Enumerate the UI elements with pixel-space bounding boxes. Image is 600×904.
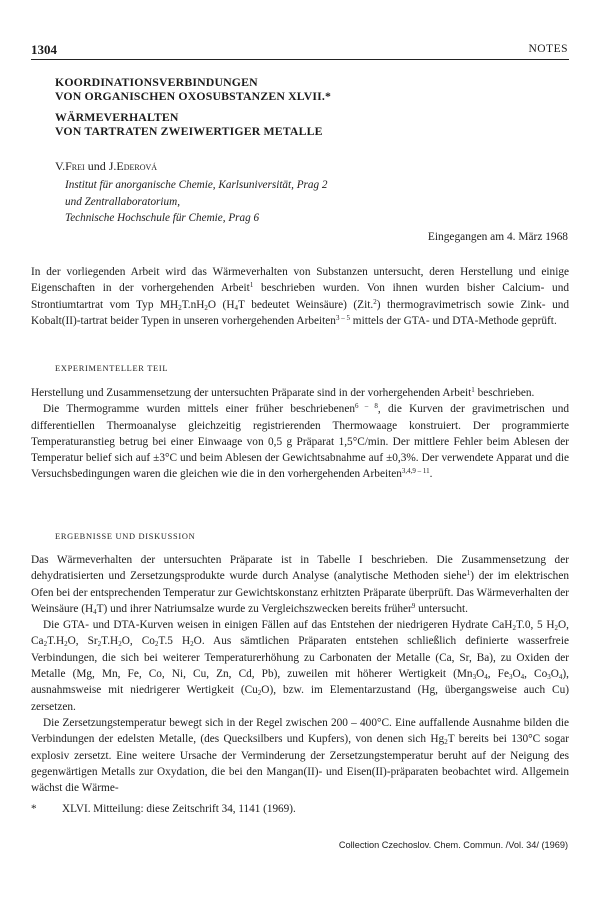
paragraph: Das Wärmeverhalten der untersuchten Präparate ist in Tabelle I beschrieben. Die Zusammensetzung der dehydratisierten und Zersetzungsprodukte wurde durch Analyse (analytische Methoden siehe$^1$) der im elektrischen Ofen bei der entsprechenden Temperatur zur Gewichtskonstanz erhitzten Präparate überprüft. Das Wärmeverhalten der Weinsäure $(H_4T)$ und ihrer Natriumsalze wurde zu Vergleichszwecken bereits früher$^9$ untersucht.: [31, 554, 569, 616]
author-1-surname: Frei: [65, 159, 85, 173]
journal-footer: Collection Czechoslov. Chem. Commun. /Vol. 34/ (1969): [338, 840, 568, 850]
institution-line-2: und Zentrallaboratorium,: [65, 195, 180, 208]
institution-line-3: Technische Hochschule für Chemie, Prag 6: [65, 212, 260, 224]
reference: 3,4,9 – 11: [401, 467, 430, 476]
footnote-text: XLVI. Mitteilung: diese Zeitschrift 34, 1141 (1969).: [62, 803, 296, 815]
author-2-initial: J.: [108, 159, 117, 173]
reference: 1: [466, 569, 471, 578]
footnote-marker: *: [31, 803, 37, 815]
results-section: [31, 552, 569, 796]
title-line-3: WÄRMEVERHALTEN: [55, 110, 179, 124]
author-separator: und: [84, 159, 109, 173]
page-number: 1304: [31, 42, 57, 57]
institution: [65, 177, 328, 227]
reference: 1: [471, 386, 475, 394]
experimental-section: [31, 385, 569, 483]
section-heading-results: ERGEBNISSE UND DISKUSSION: [55, 532, 196, 541]
author-1-initial: V.: [55, 159, 66, 173]
paragraph: Die GTA- und DTA-Kurven weisen in einigen Fällen auf das Entstehen der niedrigeren Hydrate CaH$_2$T.0, 5 $H_2O$, $Ca_2T.H_2O$, $Sr_2T.H_2O$, $Co_2T.5$ $H_2O$. Aus sämtlichen Präparaten entstehen schließlich definierte wasserfreie Verbindungen, die sich bei weiterer Temperaturerhöhung zu Carbonaten der Metalle (Ca, Sr, Ba), zu Oxiden der Metalle (Mg, Mn, Fe, Co, Ni, Cu, Zn, Cd, Pb), zuweilen mit höherer Wertigkeit ($Mn_3O_4$, $Fe_3O_4$, $Co_3O_4$), ausnahmsweise mit niedrigerer Wertigkeit $(Cu_2O)$, bzw. im Elementarzustand (Hg, übergangsweise auch Cu) zersetzen.: [31, 619, 569, 713]
authors: [55, 159, 157, 174]
reference: 1: [249, 281, 254, 290]
reference: 2: [373, 297, 377, 306]
header-rule: [31, 59, 569, 60]
reference: 3 – 5: [335, 313, 350, 322]
section-label: NOTES: [528, 43, 568, 55]
reference: 9: [411, 601, 416, 610]
title-line-2: VON ORGANISCHEN OXOSUBSTANZEN XLVII.*: [55, 89, 332, 103]
received-date: Eingegangen am 4. März 1968: [427, 231, 568, 243]
footnote: [31, 803, 296, 815]
reference: 6 – 8: [355, 402, 378, 411]
title-line-4: VON TARTRATEN ZWEIWERTIGER METALLE: [55, 124, 323, 138]
institution-line-1: Institut für anorganische Chemie, Karlsuniversität, Prag 2: [65, 179, 328, 191]
paragraph: Die Thermogramme wurden mittels einer früher beschriebenen$^{6 - 8}$, die Kurven der gravimetrischen und differentiellen Thermoanalyse gleichzeitig registrierenden Thermowaage konstruiert. Der programmierte Temperaturanstieg betrug bei einer Einwaage von 0,5 g Präparat 1,5°C/min. Der mittlere Fehler beim Ablesen der Temperatur belief sich auf ±3°C und beim Ablesen der Gewichtsabnahme auf ±0,3%. Der verwendete Apparat und die Versuchsbedingungen waren die gleichen wie die in den vorhergehenden Arbeiten$^{3,4,9 - 11}$.: [31, 402, 569, 481]
paragraph: Herstellung und Zusammensetzung der untersuchten Präparate sind in der vorhergehenden Arbeit$^1$ beschrieben.: [31, 386, 535, 399]
section-heading-experimental: EXPERIMENTELLER TEIL: [55, 364, 169, 373]
title-line-1: KOORDINATIONSVERBINDUNGEN: [55, 75, 258, 89]
intro-paragraph: In der vorliegenden Arbeit wird das Wärmeverhalten von Substanzen untersucht, deren Herstellung und einige Eigenschaften in der vorhergehenden Arbeit$^1$ beschrieben wurden. Von ihnen wurden bisher Calcium- und Strontiumtartrat vom Typ $MH_2T.nH_2O$ ($H_4T$ bedeutet Weinsäure) (Zit.$^2$) thermogravimetrisch sowie Zink- und Kobalt(II)-tartrat beider Typen in unseren vorhergehenden Arbeiten$^{3 - 5}$ mittels der GTA- und DTA-Methode geprüft.: [31, 266, 570, 327]
paragraph: Die Zersetzungstemperatur bewegt sich in der Regel zwischen 200 – 400°C. Eine auffallende Ausnahme bilden die Verbindungen der edelsten Metalle, (des Quecksilbers und Kupfers), von denen sich $Hg_2T$ bereits bei 130°C sogar explosiv zersetzt. Eine weitere Ursache der Verminderung der Zersetzungstemperatur beruht auf der Neigung des gegenwärtigen Metalls zur Oxydation, die bei den Mangan(II)- und Eisen(II)-präparaten beobachtet wird. Allgemein wächst die Wärme-: [31, 716, 569, 795]
author-2-surname: Ederová: [116, 159, 158, 173]
